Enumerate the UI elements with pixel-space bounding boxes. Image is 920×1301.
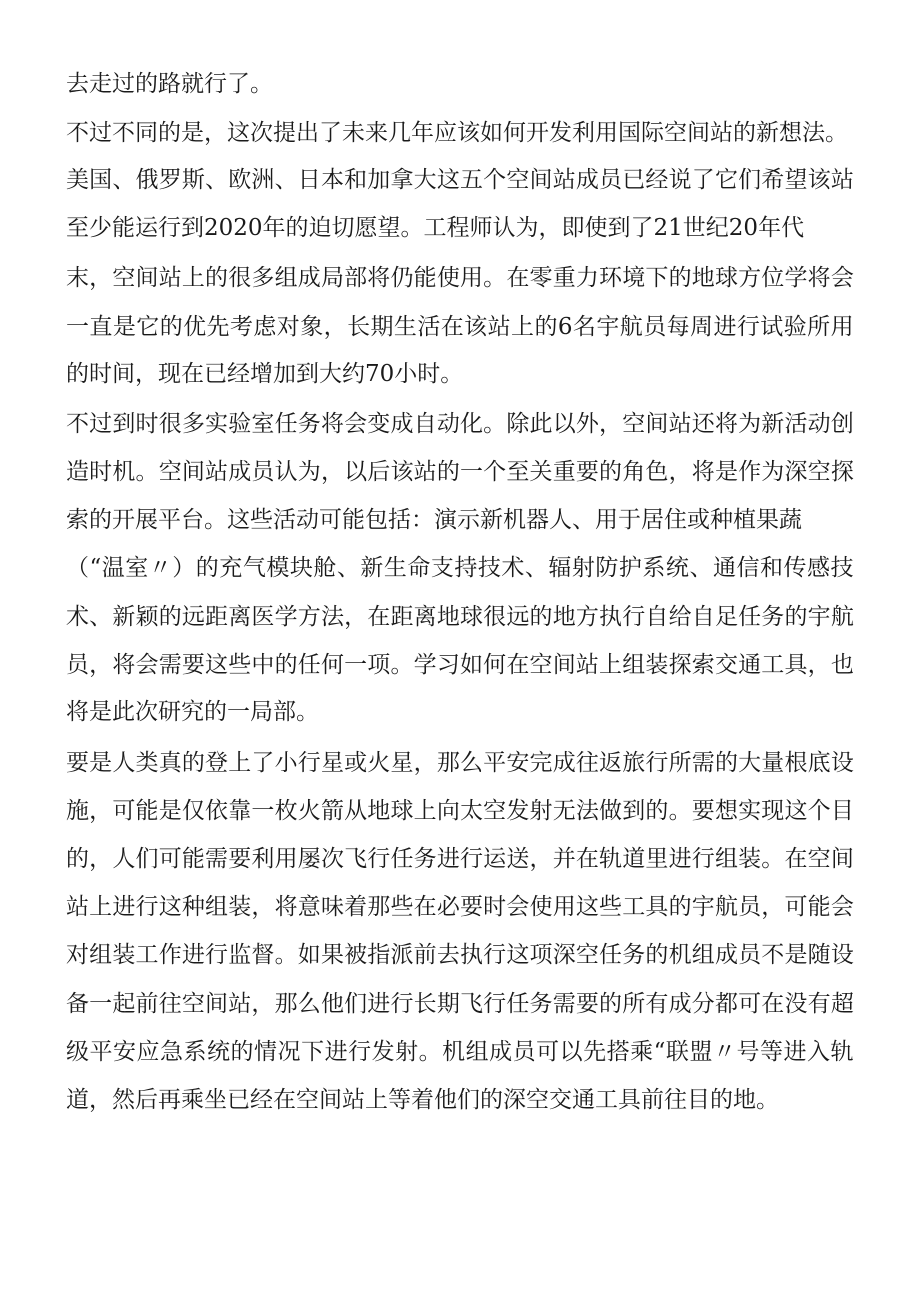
text-line: 的时间，现在已经增加到大约70小时。: [66, 361, 464, 387]
text-line: 索的开展平台。这些活动可能包括：演示新机器人、用于居住或种植果蔬: [66, 507, 802, 533]
text-line: 要是人类真的登上了小行星或火星，那么平安完成往返旅行所需的大量根底设: [66, 750, 854, 776]
text-line: 美国、俄罗斯、欧洲、日本和加拿大这五个空间站成员已经说了它们希望该站: [66, 167, 854, 193]
text-line: 一直是它的优先考虑对象，长期生活在该站上的6名宇航员每周进行试验所用: [66, 314, 854, 340]
text-line: 术、新颖的远距离医学方法，在距离地球很远的地方执行自给自足任务的宇航: [66, 604, 854, 630]
text-line: 施，可能是仅依靠一枚火箭从地球上向太空发射无法做到的。要想实现这个目: [66, 798, 854, 824]
text-line: 站上进行这种组装，将意味着那些在必要时会使用这些工具的宇航员，可能会: [66, 894, 854, 920]
text-line: 对组装工作进行监督。如果被指派前去执行这项深空任务的机组成员不是随设: [66, 942, 854, 968]
text-line: （“温室〃）的充气模块舱、新生命支持技术、辐射防护系统、通信和传感技: [66, 555, 854, 581]
text-line: 员，将会需要这些中的任何一项。学习如何在空间站上组装探索交通工具，也: [66, 652, 854, 678]
text-line: 不过到时很多实验室任务将会变成自动化。除此以外，空间站还将为新活动创: [66, 411, 854, 437]
text-line: 造时机。空间站成员认为，以后该站的一个至关重要的角色，将是作为深空探: [66, 459, 854, 485]
text-line: 至少能运行到2020年的迫切愿望。工程师认为，即使到了21世纪20年代: [66, 215, 805, 241]
text-line: 末，空间站上的很多组成局部将仍能使用。在零重力环境下的地球方位学将会: [66, 265, 854, 291]
text-line: 的，人们可能需要利用屡次飞行任务进行运送，并在轨道里进行组装。在空间: [66, 846, 854, 872]
text-line: 备一起前往空间站，那么他们进行长期飞行任务需要的所有成分都可在没有超: [66, 991, 854, 1017]
text-line: 不过不同的是，这次提出了未来几年应该如何开发利用国际空间站的新想法。: [66, 120, 848, 146]
text-line: 道，然后再乘坐已经在空间站上等着他们的深空交通工具前往目的地。: [66, 1087, 779, 1113]
text-line: 级平安应急系统的情况下进行发射。机组成员可以先搭乘“联盟〃号等进入轨: [66, 1039, 854, 1065]
text-line: 去走过的路就行了。: [66, 71, 273, 97]
text-line: 将是此次研究的一局部。: [66, 699, 319, 725]
